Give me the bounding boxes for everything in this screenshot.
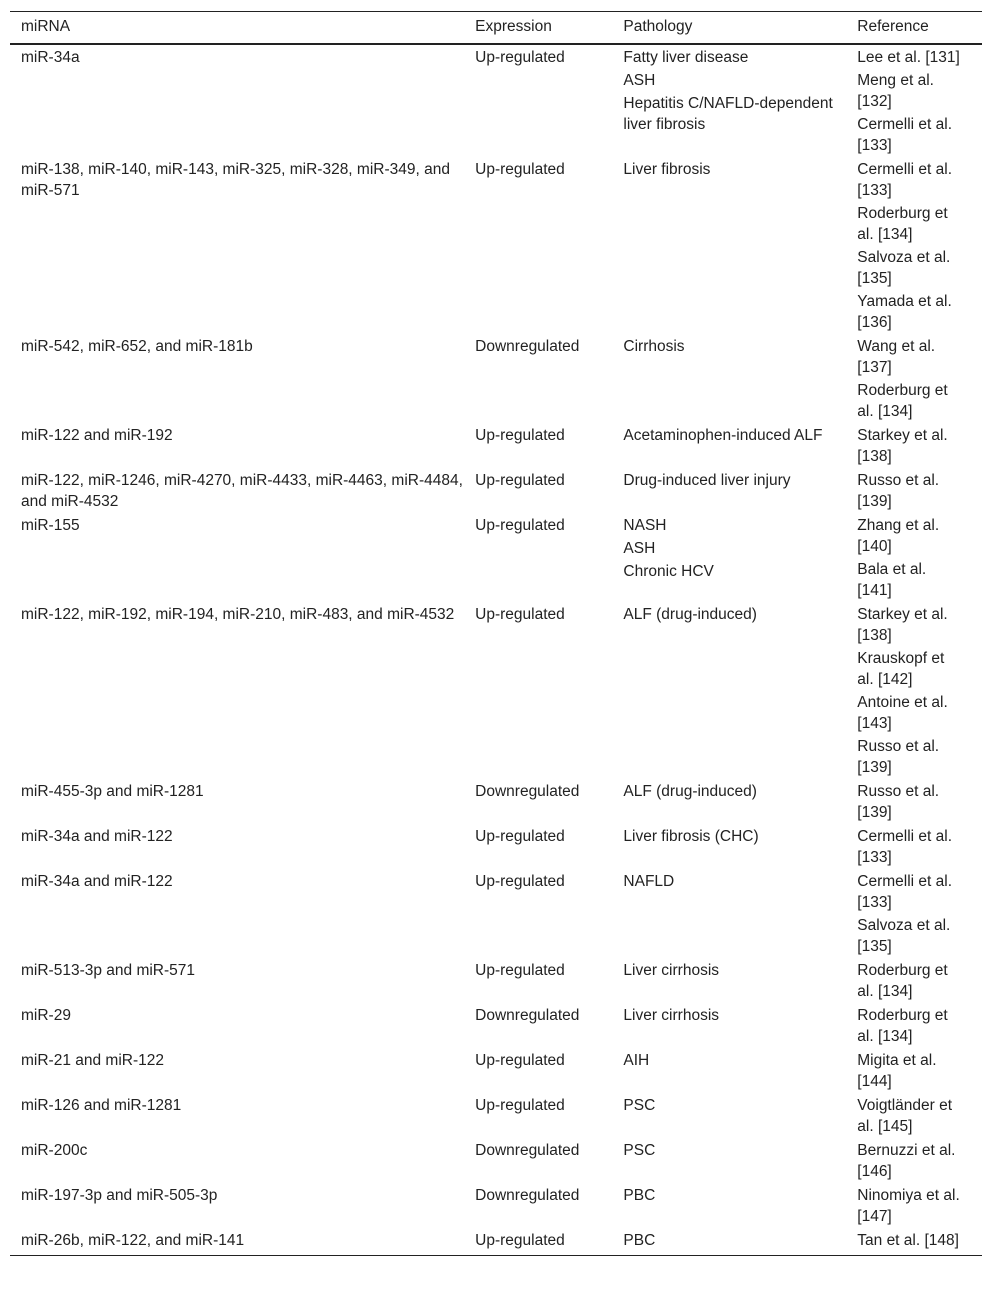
pathology-entry: PSC [623, 1141, 656, 1159]
expression-cell: Up-regulated [464, 1228, 612, 1256]
mirna-cell: miR-126 and miR-1281 [21, 1096, 182, 1114]
pathology-entry: ALF (drug-induced) [623, 782, 757, 800]
mirna-cell: miR-26b, miR-122, and miR-141 [10, 1228, 464, 1256]
pathology-cell [612, 44, 846, 157]
pathology-cell [612, 602, 846, 779]
table-row [10, 779, 982, 824]
expression-cell: Up-regulated [475, 961, 565, 979]
table-row [10, 1138, 982, 1183]
expression-cell: Up-regulated [475, 426, 565, 444]
reference-entry: Krauskopf et al. [142] [857, 649, 945, 688]
pathology-entry: Liver cirrhosis [623, 961, 720, 979]
reference-entry: Starkey et al. [138] [857, 426, 948, 465]
reference-entry: Meng et al. [132] [857, 71, 934, 110]
table-row [10, 1093, 982, 1138]
mirna-cell: miR-197-3p and miR-505-3p [21, 1186, 218, 1204]
mirna-cell: miR-122, miR-192, miR-194, miR-210, miR-483, and miR-4532 [21, 605, 455, 623]
table-row [10, 513, 982, 602]
mirna-cell: miR-122 and miR-192 [21, 426, 173, 444]
header-reference: Reference [846, 12, 982, 44]
table-row [10, 1228, 982, 1256]
expression-cell: Up-regulated [475, 1051, 565, 1069]
reference-entry: Salvoza et al. [135] [857, 248, 951, 287]
pathology-entry: PBC [623, 1186, 656, 1204]
reference-entry: Cermelli et al. [133] [857, 160, 953, 199]
reference-cell [846, 1183, 982, 1228]
reference-entry: Voigtländer et al. [145] [857, 1096, 953, 1135]
pathology-cell [612, 513, 846, 602]
header-mirna: miRNA [10, 12, 464, 44]
pathology-entry: PBC [623, 1231, 656, 1249]
reference-entry: Bernuzzi et al. [146] [857, 1141, 956, 1180]
expression-cell: Downregulated [475, 337, 580, 355]
reference-cell [846, 334, 982, 423]
table-row [10, 157, 982, 334]
pathology-entry: NAFLD [623, 872, 675, 890]
reference-entry: Migita et al. [144] [857, 1051, 937, 1090]
pathology-entry: NASH [623, 516, 667, 534]
expression-cell: Up-regulated [475, 516, 565, 534]
reference-cell [846, 1138, 982, 1183]
header-row [10, 12, 982, 44]
pathology-cell [612, 869, 846, 958]
reference-entry: Antoine et al. [143] [857, 693, 948, 732]
reference-entry: Lee et al. [131] [857, 48, 960, 66]
pathology-cell [612, 334, 846, 423]
reference-entry: Tan et al. [148] [857, 1231, 959, 1249]
pathology-entry: AIH [623, 1051, 650, 1069]
pathology-cell [612, 423, 846, 468]
pathology-cell [612, 1138, 846, 1183]
pathology-entry: PSC [623, 1096, 656, 1114]
reference-cell [846, 1048, 982, 1093]
expression-cell: Downregulated [475, 782, 580, 800]
pathology-cell [612, 468, 846, 513]
mirna-cell: miR-513-3p and miR-571 [21, 961, 196, 979]
table-row [10, 468, 982, 513]
pathology-cell [612, 157, 846, 334]
reference-cell [846, 1228, 982, 1256]
pathology-cell [612, 779, 846, 824]
expression-cell: Downregulated [475, 1186, 580, 1204]
reference-entry: Cermelli et al. [133] [857, 827, 953, 866]
expression-cell: Up-regulated [475, 1096, 565, 1114]
table-row [10, 423, 982, 468]
expression-cell: Up-regulated [475, 605, 565, 623]
expression-cell: Downregulated [475, 1141, 580, 1159]
reference-entry: Roderburg et al. [134] [857, 1006, 948, 1045]
reference-cell [846, 513, 982, 602]
table-header [10, 12, 982, 44]
expression-cell: Up-regulated [475, 48, 565, 66]
pathology-entry: ASH [623, 539, 656, 557]
mirna-cell: miR-455-3p and miR-1281 [21, 782, 204, 800]
reference-cell [846, 468, 982, 513]
reference-entry: Bala et al. [141] [857, 560, 927, 599]
mirna-cell: miR-34a and miR-122 [21, 872, 173, 890]
table-row [10, 1183, 982, 1228]
reference-entry: Roderburg et al. [134] [857, 961, 948, 1000]
reference-cell [846, 602, 982, 779]
pathology-entry: ALF (drug-induced) [623, 605, 757, 623]
reference-entry: Roderburg et al. [134] [857, 381, 948, 420]
reference-entry: Wang et al. [137] [857, 337, 936, 376]
pathology-entry: Liver fibrosis (CHC) [623, 827, 759, 845]
table-body [10, 44, 982, 1256]
mirna-cell: miR-138, miR-140, miR-143, miR-325, miR-328, miR-349, and miR-571 [21, 160, 450, 199]
pathology-entry: Hepatitis C/NAFLD-dependent liver fibrosis [623, 94, 833, 133]
expression-cell: Up-regulated [475, 471, 565, 489]
mirna-cell: miR-29 [21, 1006, 71, 1024]
pathology-cell [612, 1048, 846, 1093]
mirna-cell: miR-21 and miR-122 [21, 1051, 164, 1069]
reference-cell [846, 157, 982, 334]
pathology-entry: Cirrhosis [623, 337, 685, 355]
mirna-cell: miR-542, miR-652, and miR-181b [21, 337, 253, 355]
pathology-cell [612, 1183, 846, 1228]
pathology-entry: Drug-induced liver injury [623, 471, 791, 489]
table-row [10, 1048, 982, 1093]
reference-entry: Starkey et al. [138] [857, 605, 948, 644]
mirna-cell: miR-34a and miR-122 [21, 827, 173, 845]
table-row [10, 958, 982, 1003]
reference-entry: Salvoza et al. [135] [857, 916, 951, 955]
pathology-cell [612, 1093, 846, 1138]
expression-cell: Up-regulated [475, 872, 565, 890]
reference-entry: Russo et al. [139] [857, 782, 940, 821]
reference-entry: Ninomiya et al. [147] [857, 1186, 960, 1225]
header-pathology: Pathology [612, 12, 846, 44]
reference-cell [846, 1003, 982, 1048]
reference-cell [846, 779, 982, 824]
reference-cell [846, 44, 982, 157]
expression-cell: Downregulated [475, 1006, 580, 1024]
reference-entry: Yamada et al. [136] [857, 292, 952, 331]
mirna-cell: miR-155 [21, 516, 80, 534]
table-row [10, 824, 982, 869]
table-row [10, 334, 982, 423]
mirna-cell: miR-122, miR-1246, miR-4270, miR-4433, miR-4463, miR-4484, and miR-4532 [21, 471, 463, 510]
pathology-entry: ASH [623, 71, 656, 89]
reference-cell [846, 1093, 982, 1138]
reference-cell [846, 423, 982, 468]
pathology-entry: Chronic HCV [623, 562, 714, 580]
mirna-table [10, 11, 982, 1256]
reference-entry: Cermelli et al. [133] [857, 872, 953, 911]
table-row [10, 869, 982, 958]
expression-cell: Up-regulated [475, 827, 565, 845]
reference-cell [846, 869, 982, 958]
reference-entry: Zhang et al. [140] [857, 516, 940, 555]
reference-entry: Russo et al. [139] [857, 737, 940, 776]
reference-cell [846, 824, 982, 869]
pathology-entry: Fatty liver disease [623, 48, 749, 66]
table-row [10, 602, 982, 779]
pathology-entry: Liver fibrosis [623, 160, 711, 178]
reference-cell [846, 958, 982, 1003]
pathology-cell [612, 1228, 846, 1256]
table-row [10, 44, 982, 157]
reference-entry: Roderburg et al. [134] [857, 204, 948, 243]
table-row [10, 1003, 982, 1048]
reference-entry: Russo et al. [139] [857, 471, 940, 510]
mirna-cell: miR-200c [21, 1141, 88, 1159]
pathology-entry: Liver cirrhosis [623, 1006, 720, 1024]
pathology-cell [612, 824, 846, 869]
pathology-entry: Acetaminophen-induced ALF [623, 426, 823, 444]
reference-entry: Cermelli et al. [133] [857, 115, 953, 154]
mirna-cell: miR-34a [21, 48, 80, 66]
header-expression: Expression [464, 12, 612, 44]
pathology-cell [612, 958, 846, 1003]
expression-cell: Up-regulated [475, 160, 565, 178]
pathology-cell [612, 1003, 846, 1048]
